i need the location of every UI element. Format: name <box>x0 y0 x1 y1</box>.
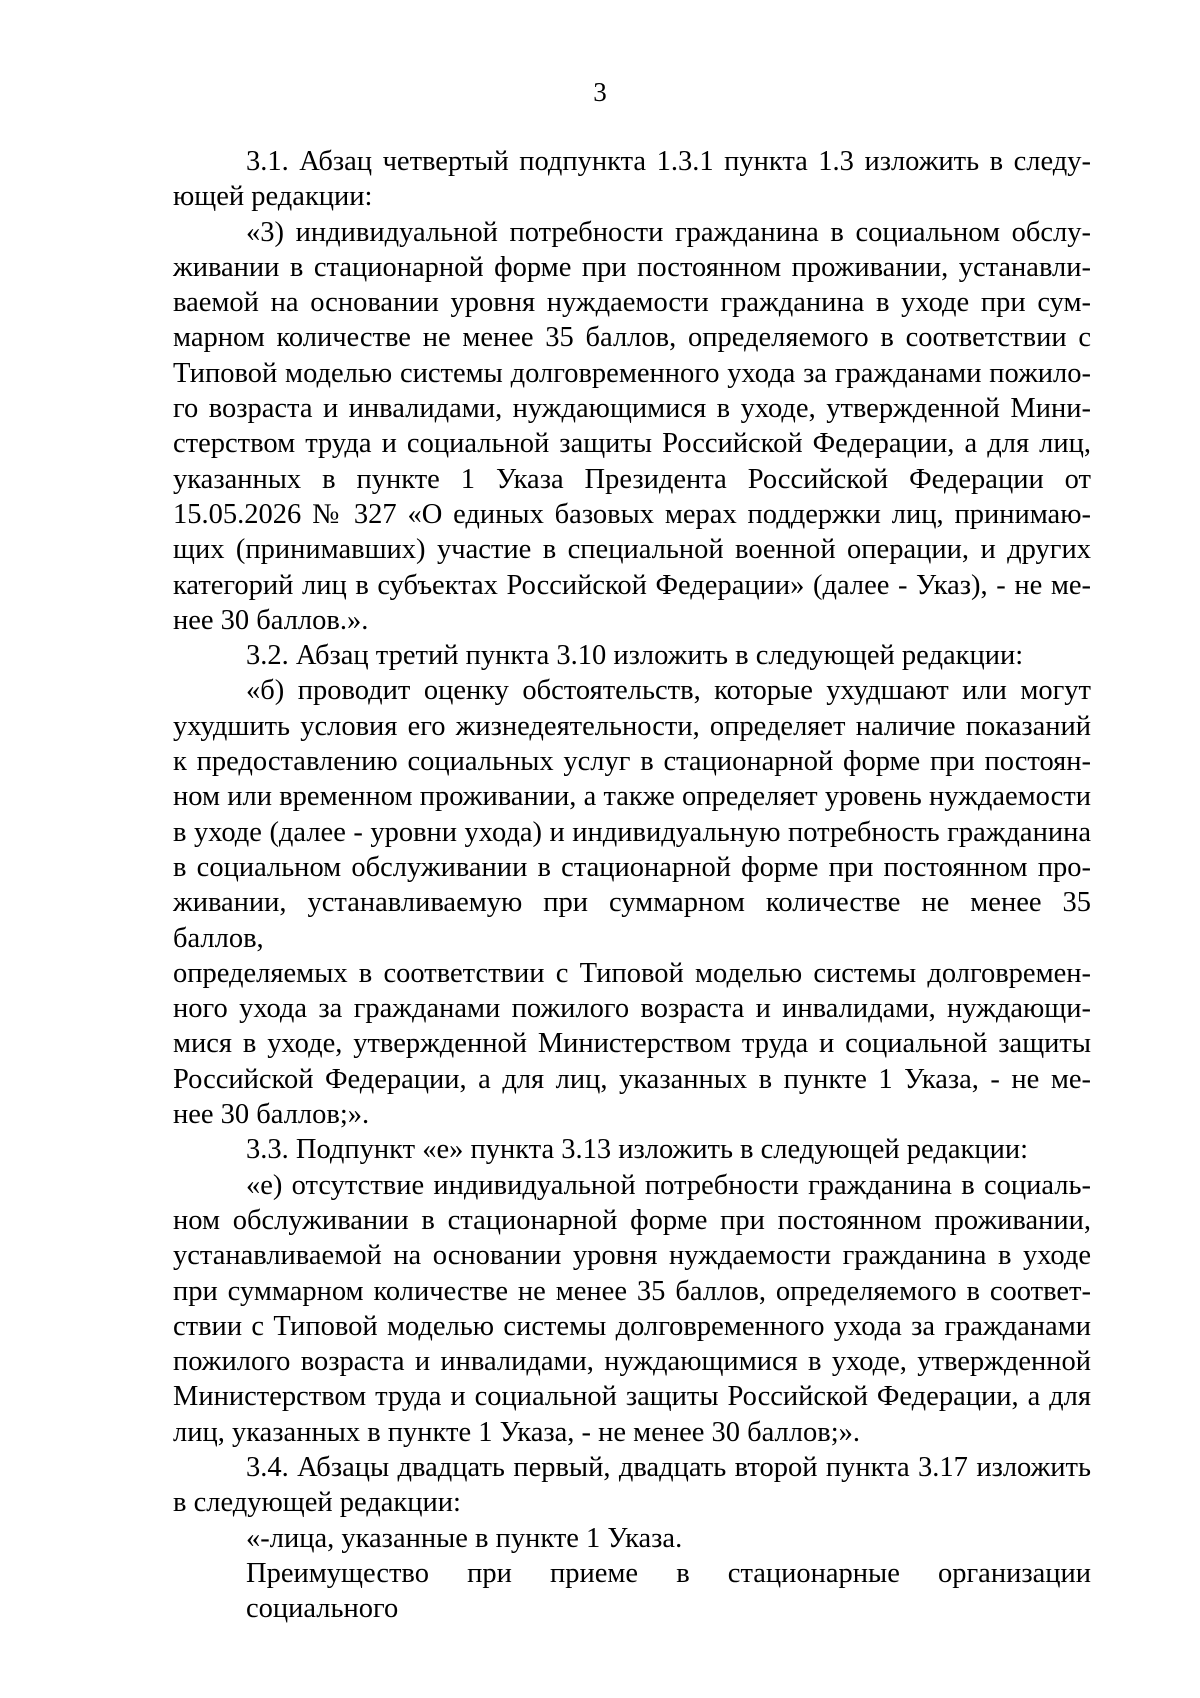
text-line: 3.2. Абзац третий пункта 3.10 изложить в следующей редакции: <box>246 640 1024 672</box>
text-line: пожилого возраста и инвалидами, нуждающимися в уходе, утвержденной <box>173 1346 1091 1378</box>
text-line: нее 30 баллов;». <box>173 1099 370 1131</box>
text-line: ствии с Типовой моделью системы долговременного ухода за гражданами <box>173 1310 1091 1342</box>
paragraph <box>173 215 1091 639</box>
text-line: ваемой на основании уровня нуждаемости гражданина в уходе при сум- <box>173 287 1091 319</box>
text-line: ном или временном проживании, а также определяет уровень нуждаемости <box>173 781 1091 813</box>
text-line: устанавливаемой на основании уровня нуждаемости гражданина в уходе <box>173 1240 1091 1272</box>
text-line: щих (принимавших) участие в специальной военной операции, и других <box>173 534 1091 566</box>
paragraph <box>173 673 1091 1132</box>
text-line: Типовой моделью системы долговременного ухода за гражданами пожило- <box>173 357 1091 389</box>
text-line: ющей редакции: <box>173 181 373 213</box>
text-line: 3.3. Подпункт «е» пункта 3.13 изложить в следующей редакции: <box>246 1134 1028 1166</box>
text-line: «3) индивидуальной потребности гражданина в социальном обслу- <box>246 216 1091 248</box>
text-line: 15.05.2026 № 327 «О единых базовых мерах поддержки лиц, принимаю- <box>173 498 1091 530</box>
paragraph <box>173 1132 1091 1167</box>
text-line: указанных в пункте 1 Указа Президента Российской Федерации от <box>173 463 1091 495</box>
text-line: го возраста и инвалидами, нуждающимися в уходе, утвержденной Мини- <box>173 393 1091 425</box>
paragraph <box>173 1168 1091 1450</box>
text-line: в следующей редакции: <box>173 1487 461 1519</box>
paragraph <box>173 1521 1091 1556</box>
page-number: 3 <box>593 77 607 107</box>
text-line: 3.1. Абзац четвертый подпункта 1.3.1 пункта 1.3 изложить в следу- <box>246 146 1091 177</box>
text-line: «б) проводит оценку обстоятельств, которые ухудшают или могут <box>246 675 1091 707</box>
paragraph <box>173 144 1091 215</box>
text-line: Преимущество при приеме в стационарные организации социального <box>246 1557 1091 1625</box>
document-body <box>173 144 1091 1626</box>
text-line: мися в уходе, утвержденной Министерством труда и социальной защиты <box>173 1028 1091 1060</box>
text-line: в уходе (далее - уровни ухода) и индивидуальную потребность гражданина <box>173 816 1091 848</box>
text-line: стерством труда и социальной защиты Российской Федерации, а для лиц, <box>173 428 1091 460</box>
text-line: живании в стационарной форме при постоянном проживании, устанавли- <box>173 251 1091 283</box>
text-line: ном обслуживании в стационарной форме при постоянном проживании, <box>173 1204 1091 1236</box>
text-line: «е) отсутствие индивидуальной потребности гражданина в социаль- <box>246 1169 1091 1201</box>
text-line: Российской Федерации, а для лиц, указанных в пункте 1 Указа, - не ме- <box>173 1063 1091 1095</box>
text-line: «-лица, указанные в пункте 1 Указа. <box>246 1522 683 1554</box>
paragraph <box>173 1450 1091 1521</box>
text-line: нее 30 баллов.». <box>173 604 369 636</box>
text-line: марном количестве не менее 35 баллов, определяемого в соответствии с <box>173 322 1091 354</box>
paragraph <box>173 638 1091 673</box>
text-line: живании, устанавливаемую при суммарном количестве не менее 35 баллов, <box>173 887 1091 954</box>
text-line: Министерством труда и социальной защиты Российской Федерации, а для <box>173 1381 1091 1413</box>
text-line: к предоставлению социальных услуг в стационарной форме при постоян- <box>173 746 1091 778</box>
text-line: ного ухода за гражданами пожилого возраста и инвалидами, нуждающи- <box>173 993 1091 1025</box>
text-line: 3.4. Абзацы двадцать первый, двадцать второй пункта 3.17 изложить <box>246 1451 1091 1483</box>
text-line: при суммарном количестве не менее 35 баллов, определяемого в соответ- <box>173 1275 1091 1307</box>
text-line: в социальном обслуживании в стационарной форме при постоянном про- <box>173 851 1091 883</box>
text-line: лиц, указанных в пункте 1 Указа, - не менее 30 баллов;». <box>173 1416 861 1448</box>
paragraph <box>173 1556 1091 1627</box>
text-line: ухудшить условия его жизнедеятельности, определяет наличие показаний <box>173 710 1091 742</box>
text-line: категорий лиц в субъектах Российской Федерации» (далее - Указ), - не ме- <box>173 569 1091 601</box>
text-line: определяемых в соответствии с Типовой моделью системы долговремен- <box>173 957 1091 989</box>
